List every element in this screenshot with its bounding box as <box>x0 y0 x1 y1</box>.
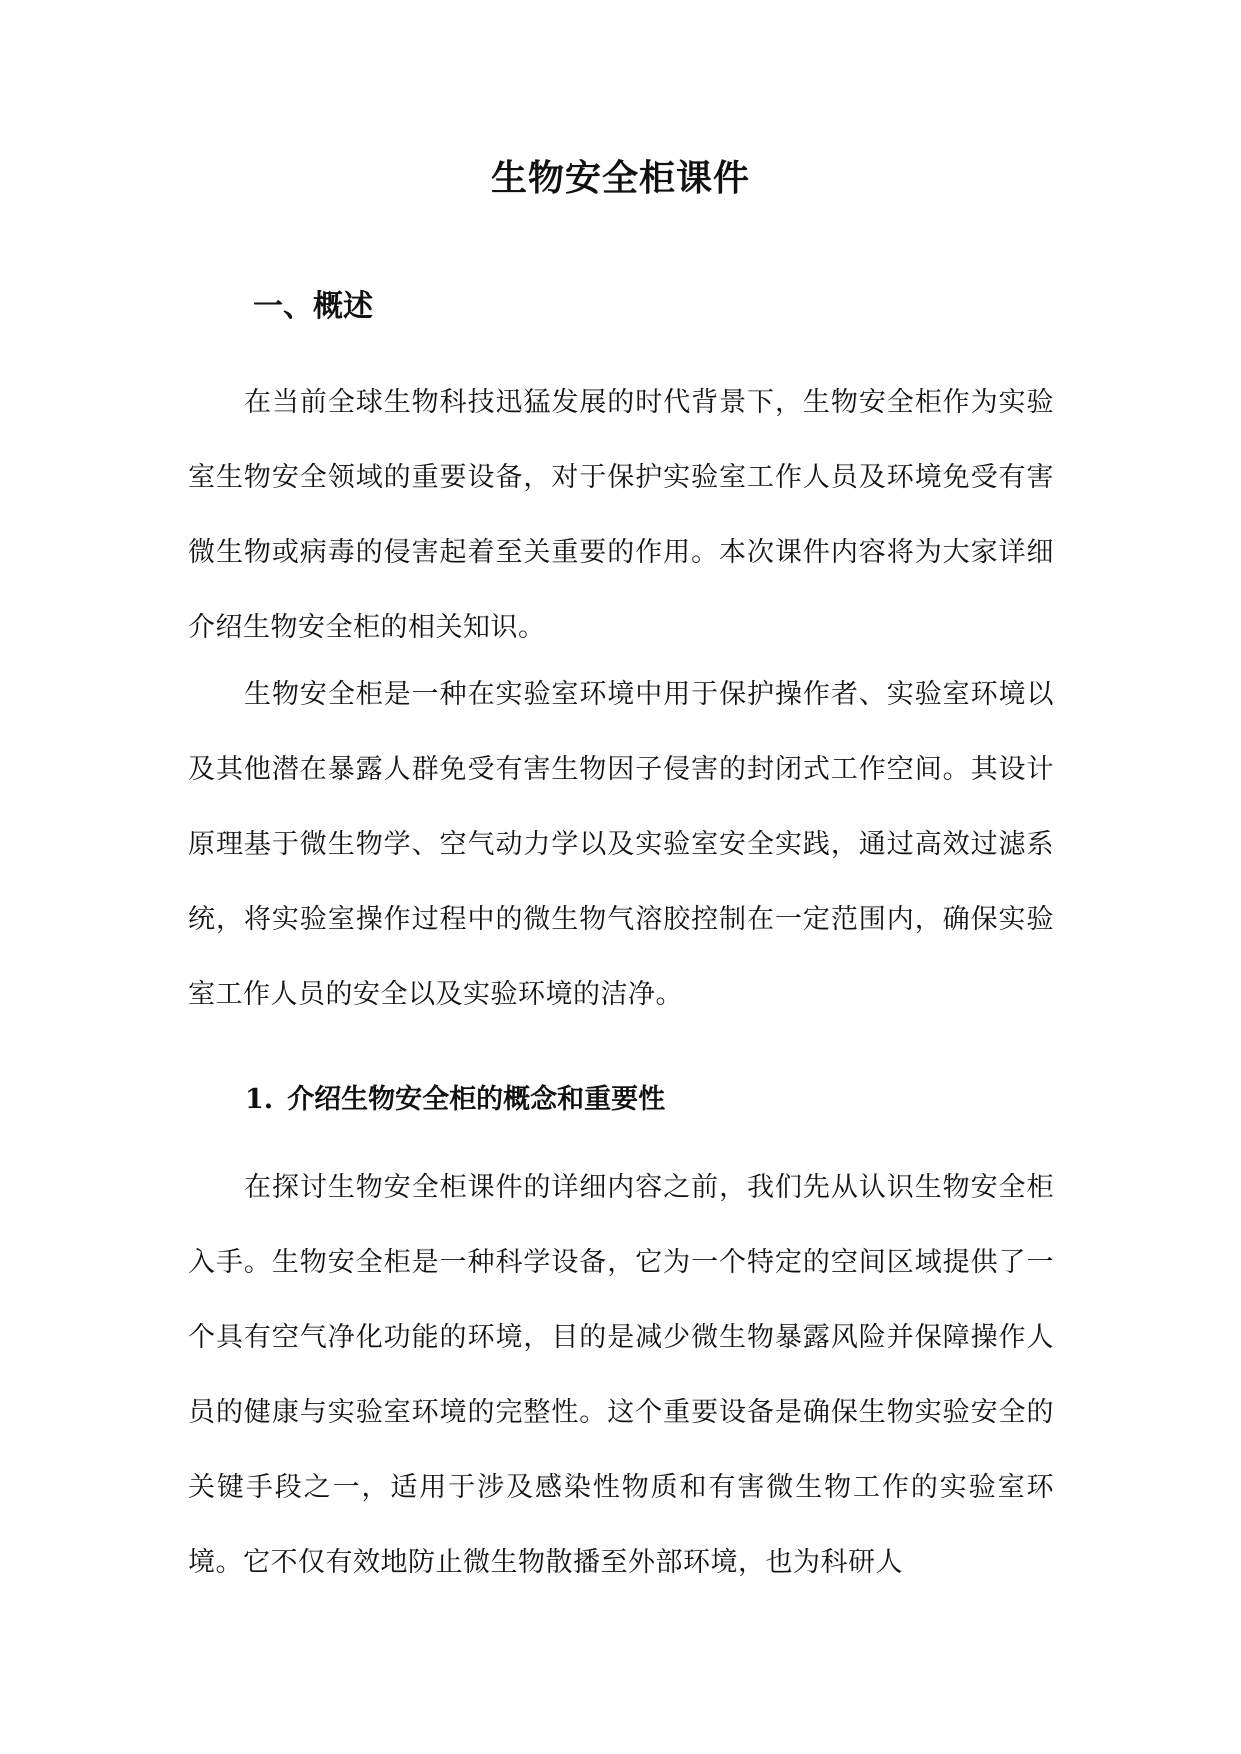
paragraph: 生物安全柜是一种在实验室环境中用于保护操作者、实验室环境以及其他潜在暴露人群免受有害生物因子侵害的封闭式工作空间。其设计原理基于微生物学、空气动力学以及实验室安全实践，通过高效过滤系统，将实验室操作过程中的微生物气溶胶控制在一定范围内，确保实验室工作人员的安全以及实验环境的洁净。 <box>188 679 1054 1010</box>
subsection-number: 1. <box>245 1084 274 1115</box>
paragraph: 在当前全球生物科技迅猛发展的时代背景下，生物安全柜作为实验室生物安全领域的重要设备，对于保护实验室工作人员及环境免受有害微生物或病毒的侵害起着至关重要的作用。本次课件内容将为大家详细介绍生物安全柜的相关知识。 <box>188 387 1054 643</box>
document-title: 生物安全柜课件 <box>490 157 750 199</box>
paragraph: 在探讨生物安全柜课件的详细内容之前，我们先从认识生物安全柜入手。生物安全柜是一种科学设备，它为一个特定的空间区域提供了一个具有空气净化功能的环境，目的是减少微生物暴露风险并保障操作人员的健康与实验室环境的完整性。这个重要设备是确保生物实验安全的关键手段之一，适用于涉及感染性物质和有害微生物工作的实验室环境。它不仅有效地防止微生物散播至外部环境，也为科研人 <box>188 1172 1054 1578</box>
subsection-title: 介绍生物安全柜的概念和重要性 <box>287 1084 666 1115</box>
subsection-heading <box>245 1077 665 1116</box>
section-heading-overview: 一、概述 <box>253 289 373 324</box>
